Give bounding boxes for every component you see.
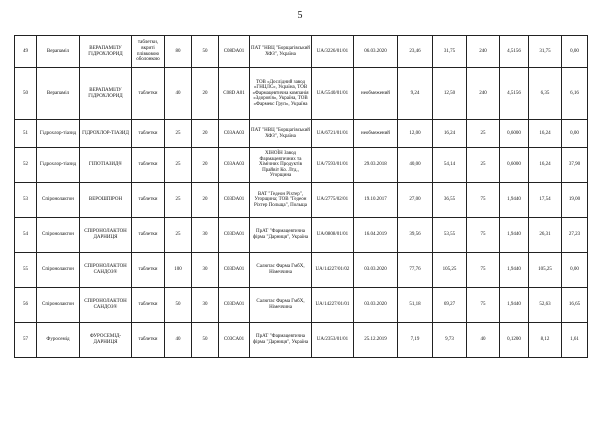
wholesale-price: 77,76 bbox=[398, 253, 433, 288]
retail-price: 12,50 bbox=[433, 68, 467, 120]
pack-quantity: 20 bbox=[192, 183, 219, 218]
pack-quantity: 50 bbox=[192, 36, 219, 68]
ddd-count: 75 bbox=[467, 218, 500, 253]
dosage: 80 bbox=[165, 36, 192, 68]
pack-quantity: 20 bbox=[192, 120, 219, 148]
dosage: 40 bbox=[165, 68, 192, 120]
atc-code: C08DA01 bbox=[219, 36, 250, 68]
page-number: 5 bbox=[297, 10, 303, 21]
reimbursement-amount: 105,25 bbox=[529, 253, 562, 288]
dosage-form: таблетки bbox=[132, 120, 165, 148]
retail-price: 54,14 bbox=[433, 148, 467, 183]
pack-quantity: 30 bbox=[192, 288, 219, 323]
copayment-amount: 1,61 bbox=[562, 323, 588, 358]
wholesale-price: 12,00 bbox=[398, 120, 433, 148]
retail-price: 36,55 bbox=[433, 183, 467, 218]
reimbursement-amount: 8,12 bbox=[529, 323, 562, 358]
manufacturer: ПАТ "НВЦ "Борщагівський ХФЗ", Україна bbox=[250, 120, 312, 148]
registration-expiry: 03.03.2020 bbox=[354, 253, 398, 288]
copayment-amount: 16,65 bbox=[562, 288, 588, 323]
table-row bbox=[15, 218, 588, 253]
inn-name: Спіронолактон bbox=[37, 253, 80, 288]
row-number: 51 bbox=[15, 120, 37, 148]
registration-number: UA/6721/01/01 bbox=[312, 120, 354, 148]
atc-code: C03DA01 bbox=[219, 253, 250, 288]
table-row bbox=[15, 120, 588, 148]
reimbursement-amount: 17,54 bbox=[529, 183, 562, 218]
reference-price-ddd: 1,9440 bbox=[500, 253, 529, 288]
manufacturer: ПАТ "НВЦ "Борщагівський ХФЗ", Україна bbox=[250, 36, 312, 68]
reference-price-ddd: 1,9440 bbox=[500, 288, 529, 323]
manufacturer: Салютас Фарма ГмбХ, Німеччина bbox=[250, 288, 312, 323]
registration-number: UA/0808/01/01 bbox=[312, 218, 354, 253]
inn-name: Гідрохлор-тіазид bbox=[37, 120, 80, 148]
row-number: 57 bbox=[15, 323, 37, 358]
reference-price-ddd: 0,6000 bbox=[500, 148, 529, 183]
wholesale-price: 40,00 bbox=[398, 148, 433, 183]
reimbursement-amount: 16,24 bbox=[529, 120, 562, 148]
copayment-amount: 0,00 bbox=[562, 253, 588, 288]
registration-number: UA/14227/01/01 bbox=[312, 288, 354, 323]
manufacturer: ВАТ "Гедеон Ріхтер", Угорщина; ТОВ "Гедеон Ріхтер Польща", Польща bbox=[250, 183, 312, 218]
registration-expiry: 06.03.2020 bbox=[354, 36, 398, 68]
dosage-form: таблетки bbox=[132, 68, 165, 120]
registration-number: UA/14227/01/02 bbox=[312, 253, 354, 288]
pack-quantity: 50 bbox=[192, 323, 219, 358]
row-number: 55 bbox=[15, 253, 37, 288]
dosage-form: таблетки bbox=[132, 288, 165, 323]
reference-price-ddd: 1,9440 bbox=[500, 218, 529, 253]
inn-name: Верапаміл bbox=[37, 36, 80, 68]
row-number: 52 bbox=[15, 148, 37, 183]
trade-name: СПІРОНОЛАКТОН ДАРНИЦЯ bbox=[80, 218, 132, 253]
inn-name: Гідрохлор-тіазид bbox=[37, 148, 80, 183]
inn-name: Спіронолактон bbox=[37, 288, 80, 323]
wholesale-price: 9,24 bbox=[398, 68, 433, 120]
ddd-count: 240 bbox=[467, 68, 500, 120]
retail-price: 69,27 bbox=[433, 288, 467, 323]
copayment-amount: 19,00 bbox=[562, 183, 588, 218]
row-number: 53 bbox=[15, 183, 37, 218]
trade-name: ГІПОТІАЗИД® bbox=[80, 148, 132, 183]
row-number: 56 bbox=[15, 288, 37, 323]
wholesale-price: 39,56 bbox=[398, 218, 433, 253]
row-number: 50 bbox=[15, 68, 37, 120]
wholesale-price: 7,19 bbox=[398, 323, 433, 358]
trade-name: ВЕРАПАМІЛУ ГІДРОХЛОРИД bbox=[80, 68, 132, 120]
atc-code: C03DA01 bbox=[219, 183, 250, 218]
ddd-count: 40 bbox=[467, 323, 500, 358]
manufacturer: Салютас Фарма ГмбХ, Німеччина bbox=[250, 253, 312, 288]
dosage: 25 bbox=[165, 120, 192, 148]
table-row bbox=[15, 288, 588, 323]
dosage: 50 bbox=[165, 288, 192, 323]
registration-expiry: 03.03.2020 bbox=[354, 288, 398, 323]
registration-expiry: 29.03.2018 bbox=[354, 148, 398, 183]
row-number: 54 bbox=[15, 218, 37, 253]
atc-code: C03DA01 bbox=[219, 288, 250, 323]
registration-expiry: 25.12.2019 bbox=[354, 323, 398, 358]
ddd-count: 25 bbox=[467, 148, 500, 183]
table-row bbox=[15, 68, 588, 120]
dosage-form: таблетки bbox=[132, 218, 165, 253]
ddd-count: 240 bbox=[467, 36, 500, 68]
inn-name: Спіронолактон bbox=[37, 218, 80, 253]
table-row bbox=[15, 148, 588, 183]
registration-expiry: необмежений bbox=[354, 68, 398, 120]
registration-expiry: 16.04.2019 bbox=[354, 218, 398, 253]
ddd-count: 75 bbox=[467, 253, 500, 288]
dosage: 100 bbox=[165, 253, 192, 288]
reimbursement-amount: 52,63 bbox=[529, 288, 562, 323]
atc-code: C03DA01 bbox=[219, 218, 250, 253]
reference-price-ddd: 4,5156 bbox=[500, 68, 529, 120]
table-row bbox=[15, 183, 588, 218]
registration-number: UA/2353/01/01 bbox=[312, 323, 354, 358]
retail-price: 53,55 bbox=[433, 218, 467, 253]
manufacturer: ПрАТ "Фармацевтична фірма "Дарниця", Україна bbox=[250, 323, 312, 358]
reference-price-ddd: 4,5156 bbox=[500, 36, 529, 68]
retail-price: 105,25 bbox=[433, 253, 467, 288]
dosage-form: таблетки bbox=[132, 183, 165, 218]
inn-name: Верапаміл bbox=[37, 68, 80, 120]
dosage: 40 bbox=[165, 323, 192, 358]
registration-expiry: необмежений bbox=[354, 120, 398, 148]
retail-price: 31,75 bbox=[433, 36, 467, 68]
table-row bbox=[15, 323, 588, 358]
medicine-register-table bbox=[14, 35, 588, 358]
dosage-form: таблетки bbox=[132, 253, 165, 288]
registration-number: UA/7593/01/01 bbox=[312, 148, 354, 183]
pack-quantity: 30 bbox=[192, 253, 219, 288]
wholesale-price: 23,46 bbox=[398, 36, 433, 68]
ddd-count: 75 bbox=[467, 288, 500, 323]
registration-expiry: 19.10.2017 bbox=[354, 183, 398, 218]
retail-price: 9,73 bbox=[433, 323, 467, 358]
manufacturer: ТОВ «Дослідний завод «ГНЦЛС», Україна, ТОВ «Фармацевтична компанія «Здоров'я», Україна, ТОВ «Фармекс Груп», Україна bbox=[250, 68, 312, 120]
retail-price: 16,24 bbox=[433, 120, 467, 148]
ddd-count: 25 bbox=[467, 120, 500, 148]
copayment-amount: 37,90 bbox=[562, 148, 588, 183]
reimbursement-amount: 16,24 bbox=[529, 148, 562, 183]
inn-name: Фуросемід bbox=[37, 323, 80, 358]
trade-name: ВЕРОШПІРОН bbox=[80, 183, 132, 218]
dosage: 25 bbox=[165, 183, 192, 218]
wholesale-price: 51,18 bbox=[398, 288, 433, 323]
table-row bbox=[15, 253, 588, 288]
reference-price-ddd: 0,6000 bbox=[500, 120, 529, 148]
trade-name: СПІРОНОЛАКТОН САНДОЗ® bbox=[80, 288, 132, 323]
copayment-amount: 0,00 bbox=[562, 36, 588, 68]
registration-number: UA/5540/01/01 bbox=[312, 68, 354, 120]
dosage-form: таблетки, вкриті плівковою оболонкою bbox=[132, 36, 165, 68]
atc-code: C03AA03 bbox=[219, 120, 250, 148]
copayment-amount: 6,16 bbox=[562, 68, 588, 120]
dosage-form: таблетки bbox=[132, 323, 165, 358]
dosage-form: таблетки bbox=[132, 148, 165, 183]
reference-price-ddd: 0,1200 bbox=[500, 323, 529, 358]
manufacturer: ПрАТ "Фармацевтична фірма "Дарниця", Україна bbox=[250, 218, 312, 253]
atc-code: C08D A01 bbox=[219, 68, 250, 120]
atc-code: C03AA03 bbox=[219, 148, 250, 183]
trade-name: СПІРОНОЛАКТОН САНДОЗ® bbox=[80, 253, 132, 288]
trade-name: ВЕРАПАМІЛУ ГІДРОХЛОРИД bbox=[80, 36, 132, 68]
pack-quantity: 30 bbox=[192, 218, 219, 253]
trade-name: ФУРОСЕМІД-ДАРНИЦЯ bbox=[80, 323, 132, 358]
pack-quantity: 20 bbox=[192, 148, 219, 183]
row-number: 49 bbox=[15, 36, 37, 68]
registration-number: UA/3226/01/01 bbox=[312, 36, 354, 68]
wholesale-price: 27,00 bbox=[398, 183, 433, 218]
ddd-count: 75 bbox=[467, 183, 500, 218]
atc-code: C03CA01 bbox=[219, 323, 250, 358]
trade-name: ГІДРОХЛОР-ТІАЗИД bbox=[80, 120, 132, 148]
dosage: 25 bbox=[165, 218, 192, 253]
copayment-amount: 0,00 bbox=[562, 120, 588, 148]
copayment-amount: 27,23 bbox=[562, 218, 588, 253]
reference-price-ddd: 1,9440 bbox=[500, 183, 529, 218]
inn-name: Спіронолактон bbox=[37, 183, 80, 218]
table-row bbox=[15, 36, 588, 68]
reimbursement-amount: 31,75 bbox=[529, 36, 562, 68]
registration-number: UA/2775/02/01 bbox=[312, 183, 354, 218]
reimbursement-amount: 6,35 bbox=[529, 68, 562, 120]
manufacturer: ХІНОЇН Завод Фармацевтичних та Хімічних Продуктів Прайвіт Ко. Лтд., Угорщина bbox=[250, 148, 312, 183]
reimbursement-amount: 26,31 bbox=[529, 218, 562, 253]
dosage: 25 bbox=[165, 148, 192, 183]
pack-quantity: 20 bbox=[192, 68, 219, 120]
